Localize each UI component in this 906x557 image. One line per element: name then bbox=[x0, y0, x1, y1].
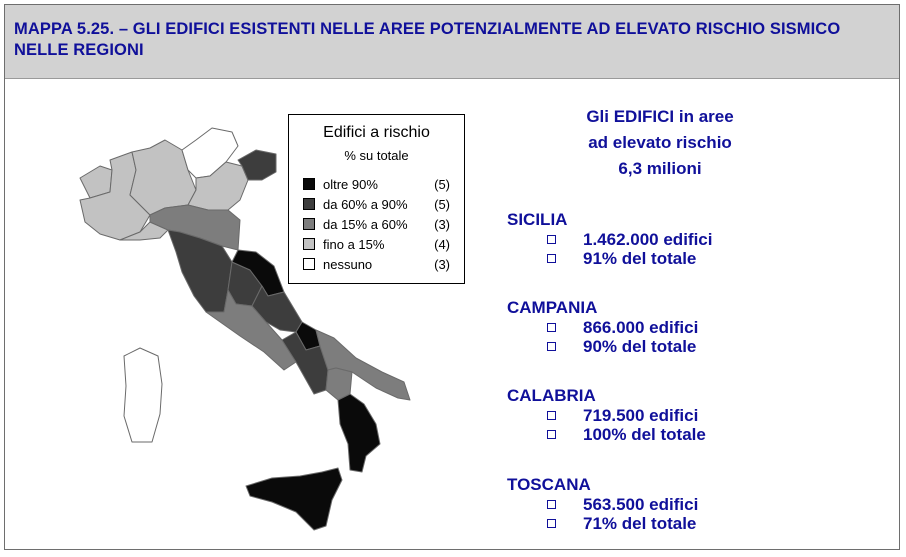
stat-buildings: 1.462.000 edifici bbox=[583, 230, 713, 249]
summary-line: ad elevato rischio bbox=[588, 133, 732, 152]
legend-item-count: (4) bbox=[434, 237, 450, 252]
stat-share: 91% del totale bbox=[583, 249, 697, 268]
legend-item-label: oltre 90% bbox=[323, 177, 378, 192]
stat-share: 100% del totale bbox=[583, 425, 706, 444]
legend-item-label: da 15% a 60% bbox=[323, 217, 408, 232]
legend-item bbox=[303, 257, 458, 273]
region-sicilia bbox=[246, 468, 342, 530]
checkbox-bullet-icon bbox=[547, 323, 556, 332]
stat-row bbox=[507, 318, 699, 337]
stat-row bbox=[507, 249, 697, 268]
checkbox-bullet-icon bbox=[547, 519, 556, 528]
region-sardegna bbox=[124, 348, 162, 442]
region-name: TOSCANA bbox=[507, 475, 591, 494]
legend-item-label: da 60% a 90% bbox=[323, 197, 408, 212]
page-title: MAPPA 5.25. – GLI EDIFICI ESISTENTI NELLE AREE POTENZIALMENTE AD ELEVATO RISCHIO SISMICO NELLE REGIONI bbox=[14, 20, 841, 59]
legend-swatch bbox=[303, 218, 315, 230]
legend-swatch bbox=[303, 258, 315, 270]
summary-line: Gli EDIFICI in aree bbox=[586, 107, 734, 126]
stat-row bbox=[507, 406, 699, 425]
legend-swatch bbox=[303, 238, 315, 250]
legend-item-label: nessuno bbox=[323, 257, 373, 272]
checkbox-bullet-icon bbox=[547, 342, 556, 351]
stat-row bbox=[507, 514, 697, 533]
checkbox-bullet-icon bbox=[547, 430, 556, 439]
legend-item bbox=[303, 197, 458, 213]
region-stat-sicilia bbox=[507, 210, 713, 268]
stat-row bbox=[507, 495, 699, 514]
legend-subtitle: % su totale bbox=[344, 148, 409, 163]
legend-item-count: (5) bbox=[434, 177, 450, 192]
legend-item-count: (5) bbox=[434, 197, 450, 212]
region-stat-campania bbox=[507, 298, 699, 356]
legend-swatch bbox=[303, 178, 315, 190]
stat-row bbox=[507, 230, 713, 249]
region-name: CAMPANIA bbox=[507, 298, 598, 317]
summary-total: 6,3 milioni bbox=[618, 159, 702, 178]
summary-block bbox=[540, 104, 780, 182]
map-legend bbox=[288, 114, 465, 284]
legend-swatch bbox=[303, 198, 315, 210]
checkbox-bullet-icon bbox=[547, 500, 556, 509]
legend-item-label: fino a 15% bbox=[323, 237, 385, 252]
stat-buildings: 719.500 edifici bbox=[583, 406, 699, 425]
legend-item bbox=[303, 237, 458, 253]
stat-share: 71% del totale bbox=[583, 514, 697, 533]
region-calabria bbox=[338, 394, 380, 472]
stat-buildings: 563.500 edifici bbox=[583, 495, 699, 514]
checkbox-bullet-icon bbox=[547, 411, 556, 420]
stat-row bbox=[507, 337, 697, 356]
legend-item-count: (3) bbox=[434, 217, 450, 232]
legend-item bbox=[303, 177, 458, 193]
legend-item-count: (3) bbox=[434, 257, 450, 272]
region-name: CALABRIA bbox=[507, 386, 596, 405]
region-stat-calabria bbox=[507, 386, 706, 444]
stat-row bbox=[507, 425, 706, 444]
checkbox-bullet-icon bbox=[547, 235, 556, 244]
region-stat-toscana bbox=[507, 475, 699, 533]
legend-item bbox=[303, 217, 458, 233]
legend-title: Edifici a rischio bbox=[323, 124, 430, 141]
stat-share: 90% del totale bbox=[583, 337, 697, 356]
checkbox-bullet-icon bbox=[547, 254, 556, 263]
stat-buildings: 866.000 edifici bbox=[583, 318, 699, 337]
region-name: SICILIA bbox=[507, 210, 568, 229]
